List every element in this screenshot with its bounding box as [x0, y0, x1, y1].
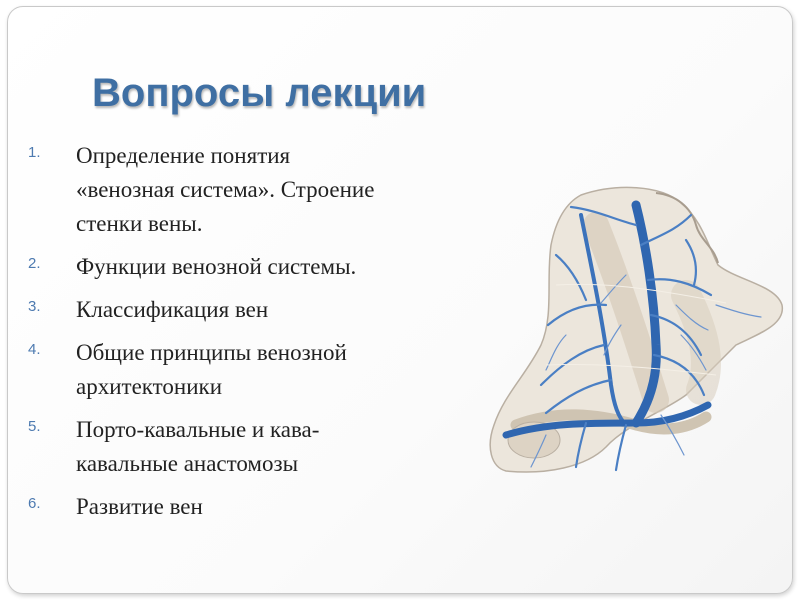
list-item-number: 6.: [28, 495, 41, 512]
list-item: [28, 250, 468, 284]
list-item-number: 4.: [28, 341, 41, 358]
list-item: [28, 490, 468, 524]
list-item-text: [76, 293, 268, 327]
list-item: [28, 293, 468, 327]
list-item-line: Классификация вен: [76, 297, 269, 322]
list-item: [28, 336, 468, 404]
list-item-number: 2.: [28, 255, 41, 272]
list-item-number: 1.: [28, 144, 41, 161]
list-item-text: [76, 250, 356, 284]
slide-title: Вопросы лекции: [92, 71, 427, 115]
slide: [7, 6, 793, 594]
list-item-line: «венозная система». Строение: [76, 177, 375, 202]
list-item-text: [76, 336, 347, 404]
list-item-line: Порто-кавальные и кава-: [76, 417, 320, 442]
list-item-line: кавальные анастомозы: [76, 451, 299, 476]
list-item-number: 3.: [28, 298, 41, 315]
list-item: [28, 413, 468, 481]
list-item-text: [76, 490, 203, 524]
list-item-line: Определение понятия: [76, 143, 291, 168]
list-item-text: [76, 139, 374, 241]
list-item-line: стенки вены.: [76, 211, 203, 236]
neck-veins-anatomy-illustration: [486, 185, 786, 475]
list-item-line: Функции венозной системы.: [76, 254, 357, 279]
list-item-line: Развитие вен: [76, 494, 203, 519]
list-item-line: Общие принципы венозной: [76, 340, 347, 365]
list-item: [28, 139, 468, 241]
list-item-text: [76, 413, 319, 481]
list-item-line: архитектоники: [76, 374, 222, 399]
lecture-questions-list: [28, 139, 468, 533]
list-item-number: 5.: [28, 418, 41, 435]
